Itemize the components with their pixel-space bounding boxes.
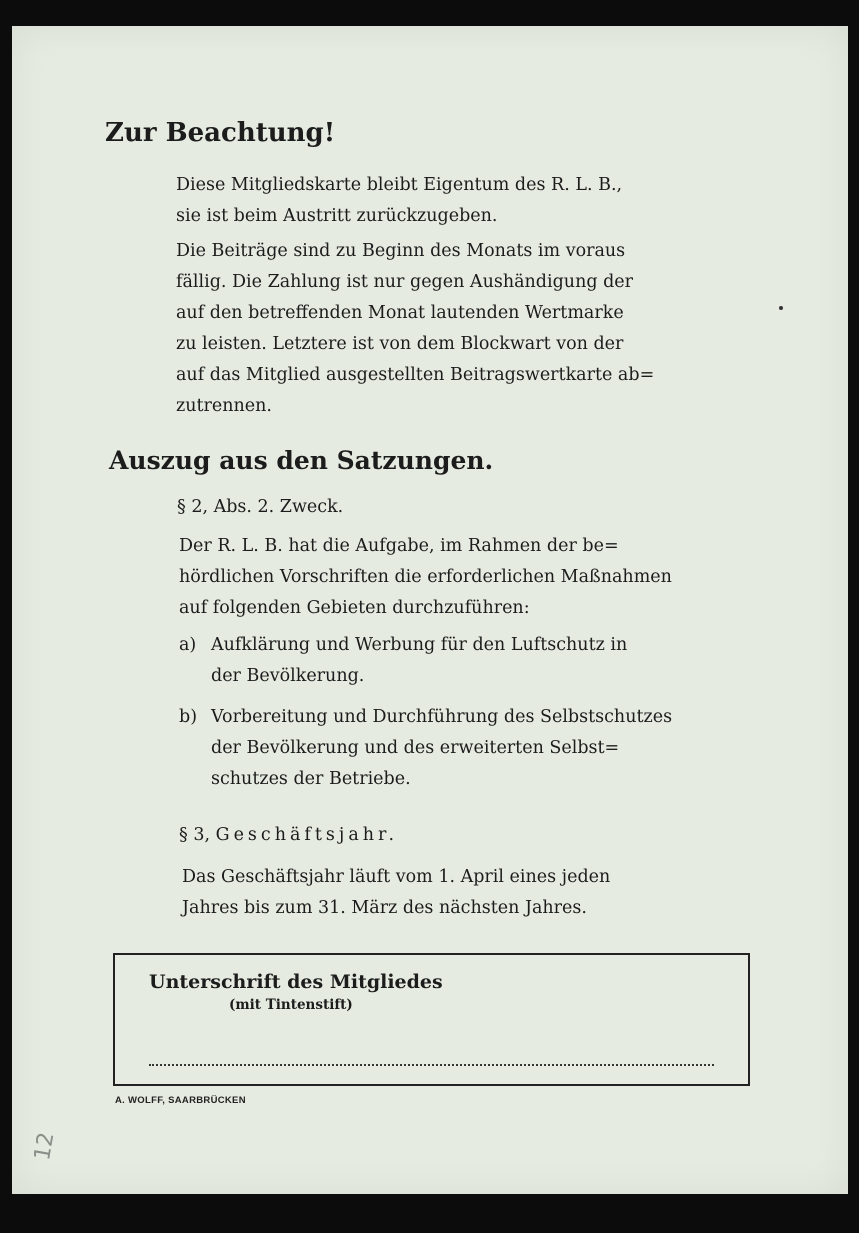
text-line: fällig. Die Zahlung ist nur gegen Aushändigung der xyxy=(176,272,634,292)
notice-paragraph-1 xyxy=(176,170,746,232)
text-line: Diese Mitgliedskarte bleibt Eigentum des R. L. B., xyxy=(176,175,623,195)
text-line: Die Beiträge sind zu Beginn des Monats im voraus xyxy=(176,241,626,261)
text-line xyxy=(179,820,599,851)
text-line: Das Geschäftsjahr läuft vom 1. April eines jeden xyxy=(182,867,611,887)
signature-box xyxy=(113,953,750,1086)
list-item-b xyxy=(179,702,749,795)
list-item-text xyxy=(211,702,749,795)
text-line: Aufklärung und Werbung für den Luftschutz in xyxy=(211,635,628,655)
text-line: schutzes der Betriebe. xyxy=(211,769,411,789)
text-line: auf folgenden Gebieten durchzuführen: xyxy=(179,598,530,618)
text-line: Der R. L. B. hat die Aufgabe, im Rahmen der be= xyxy=(179,536,619,556)
statutes-title: Auszug aus den Satzungen. xyxy=(109,446,494,475)
signature-line[interactable] xyxy=(149,1064,714,1066)
text-line: auf das Mitglied ausgestellten Beitragswertkarte ab= xyxy=(176,365,655,385)
text-line: Vorbereitung und Durchführung des Selbstschutzes xyxy=(211,707,673,727)
section-3-title: Geschäftsjahr. xyxy=(215,825,399,845)
text-line: Jahres bis zum 31. März des nächsten Jahres. xyxy=(182,898,587,918)
list-item-a xyxy=(179,630,749,692)
pencil-note: 12 xyxy=(30,1130,60,1163)
section-2-heading xyxy=(177,492,597,523)
section-3-text xyxy=(182,862,752,924)
notice-paragraph-2 xyxy=(176,236,746,422)
text-line: der Bevölkerung. xyxy=(211,666,365,686)
ink-speck xyxy=(779,306,783,310)
section-3-heading xyxy=(179,820,599,851)
printer-imprint: A. WOLFF, SAARBRÜCKEN xyxy=(115,1095,246,1106)
section-3-number: § 3, xyxy=(179,825,211,845)
text-line: zu leisten. Letztere ist von dem Blockwart von der xyxy=(176,334,624,354)
signature-label: Unterschrift des Mitgliedes xyxy=(149,971,443,993)
text-line: hördlichen Vorschriften die erforderlichen Maßnahmen xyxy=(179,567,672,587)
notice-title: Zur Beachtung! xyxy=(105,118,336,148)
text-line: der Bevölkerung und des erweiterten Selbst= xyxy=(211,738,620,758)
list-marker: b) xyxy=(179,707,198,727)
text-line: auf den betreffenden Monat lautenden Wertmarke xyxy=(176,303,624,323)
text-line: sie ist beim Austritt zurückzugeben. xyxy=(176,206,498,226)
membership-card-back xyxy=(12,26,848,1194)
list-marker: a) xyxy=(179,635,197,655)
signature-hint: (mit Tintenstift) xyxy=(229,997,353,1013)
section-2-intro xyxy=(179,531,749,624)
list-item-text xyxy=(211,630,749,692)
text-line: § 2, Abs. 2. Zweck. xyxy=(177,497,344,517)
text-line: zutrennen. xyxy=(176,396,272,416)
